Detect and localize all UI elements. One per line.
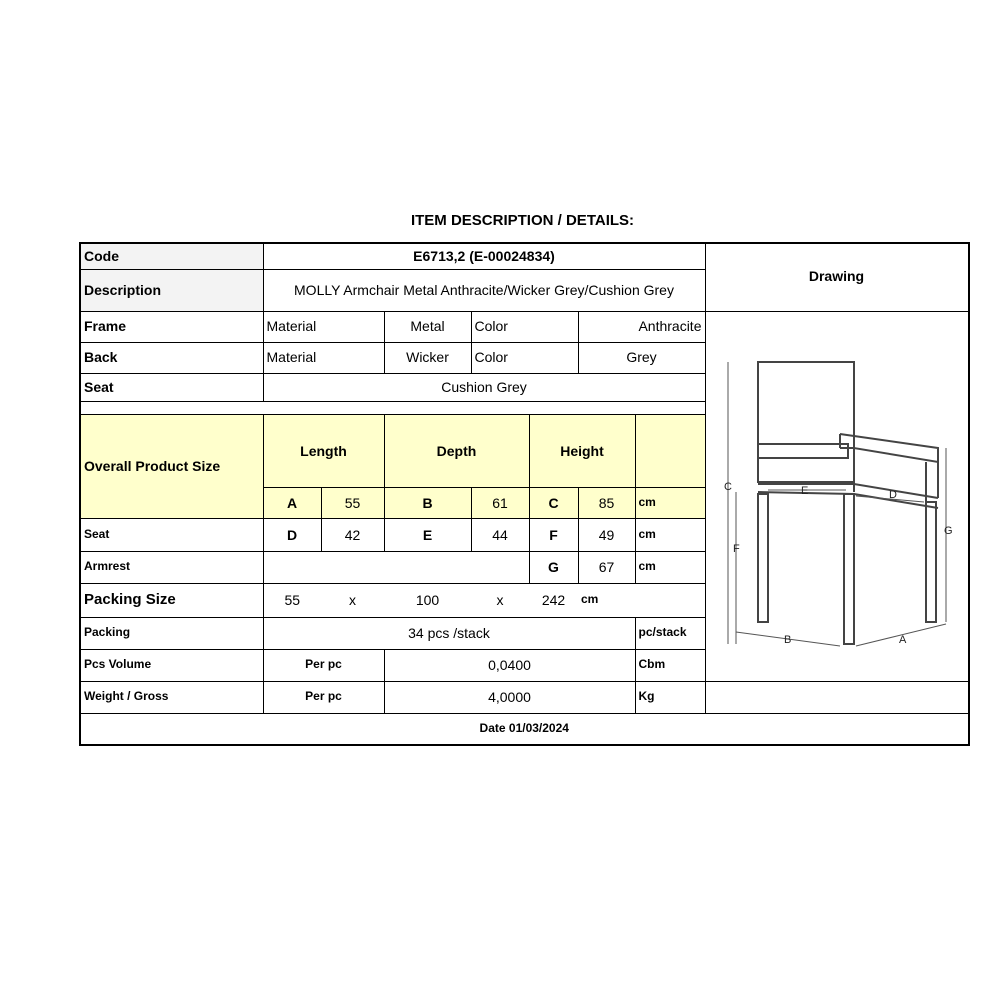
drawing-cell [705,311,969,681]
a-value: 55 [321,487,384,518]
c-value: 85 [578,487,635,518]
date-value: Date 01/03/2024 [80,713,969,745]
weight-value: 4,0000 [384,681,635,713]
frame-material: Metal [384,311,471,342]
back-label: Back [80,342,263,373]
back-material: Wicker [384,342,471,373]
frame-color-label: Color [471,311,578,342]
page-title: ITEM DESCRIPTION / DETAILS: [410,212,635,229]
f-value: 49 [578,518,635,551]
pcs-volume-value: 0,0400 [384,649,635,681]
b-label: B [384,487,471,518]
packing-size-x2: x [471,583,529,617]
seat-shape [758,484,938,498]
description-label: Description [80,269,263,311]
date-row [80,713,969,745]
code-row [80,243,969,269]
packing-size-length: 55 [263,583,321,617]
overall-unit: cm [635,487,705,518]
letter-a: A [898,633,906,646]
seat-value: Cushion Grey [263,373,705,401]
code-value: E6713,2 (E-00024834) [263,243,705,269]
g-label: G [529,551,578,583]
armrest-unit: cm [635,551,705,583]
overall-header-blank [635,414,705,487]
packing-unit: pc/stack [635,617,705,649]
letter-e: E [800,484,808,497]
weight-per: Per pc [263,681,384,713]
height-label: Height [529,414,635,487]
back-right-leg [926,502,936,622]
a-label: A [263,487,321,518]
weight-unit: Kg [635,681,705,713]
d-label: D [263,518,321,551]
code-label: Code [80,243,263,269]
overall-label: Overall Product Size [80,414,263,518]
weight-label: Weight / Gross [80,681,263,713]
spec-table [79,242,970,746]
frame-color: Anthracite [578,311,705,342]
packing-size-unit: cm [578,583,635,617]
e-value: 44 [471,518,529,551]
frame-row [80,311,969,342]
pcs-volume-unit: Cbm [635,649,705,681]
pcs-volume-label: Pcs Volume [80,649,263,681]
backrest-shape [758,362,854,482]
armchair-drawing [706,312,968,678]
back-left-leg [758,494,768,622]
packing-size-height: 242 [529,583,578,617]
spacer-cell [80,401,705,414]
letter-b: B [783,633,791,646]
packing-size-width: 100 [384,583,471,617]
seat-label: Seat [80,373,263,401]
pcs-volume-per: Per pc [263,649,384,681]
letter-f: F [732,542,740,555]
c-label: C [529,487,578,518]
seat-size-label: Seat [80,518,263,551]
back-color-label: Color [471,342,578,373]
depth-label: Depth [384,414,529,487]
e-label: E [384,518,471,551]
front-leg [844,494,854,644]
length-label: Length [263,414,384,487]
packing-label: Packing [80,617,263,649]
packing-size-x1: x [321,583,384,617]
d-value: 42 [321,518,384,551]
seat-size-unit: cm [635,518,705,551]
g-value: 67 [578,551,635,583]
frame-label: Frame [80,311,263,342]
drawing-label: Drawing [705,243,969,311]
letter-c: C [723,480,732,493]
f-label: F [529,518,578,551]
armrest-label: Armrest [80,551,263,583]
armrest-blank [263,551,529,583]
description-value: MOLLY Armchair Metal Anthracite/Wicker Grey/Cushion Grey [263,269,705,311]
back-material-label: Material [263,342,384,373]
weight-row [80,681,969,713]
frame-material-label: Material [263,311,384,342]
letter-d: D [888,488,897,501]
packing-size-blank [635,583,705,617]
packing-size-label: Packing Size [80,583,263,617]
left-armrest-shape [758,444,848,458]
packing-value: 34 pcs /stack [263,617,635,649]
b-value: 61 [471,487,529,518]
back-color: Grey [578,342,705,373]
letter-g: G [943,524,953,537]
